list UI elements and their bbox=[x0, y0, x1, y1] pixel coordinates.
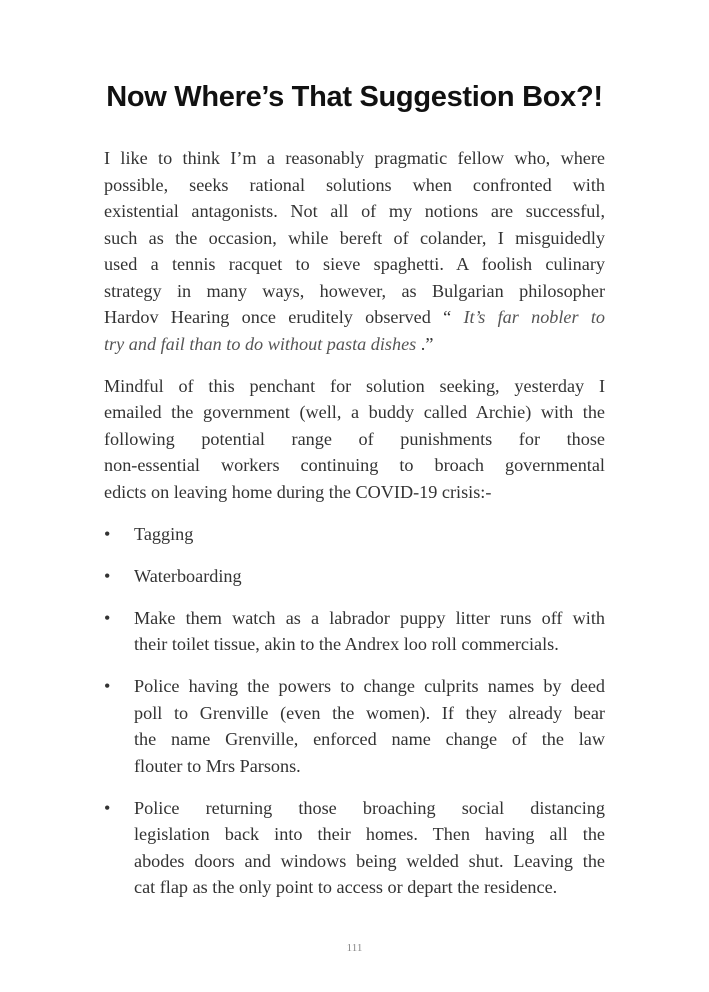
bullet-icon: • bbox=[104, 676, 111, 696]
text-segment: Police returning those broaching social distancing bbox=[134, 797, 605, 818]
bullet-icon: • bbox=[104, 797, 111, 818]
text-line bbox=[134, 874, 605, 901]
text-line bbox=[134, 795, 605, 822]
text-segment: their toilet tissue, akin to the Andrex loo roll commercials. bbox=[134, 634, 559, 654]
bullet-item bbox=[104, 563, 605, 590]
text-segment: abodes doors and windows being welded shut. Leaving the bbox=[134, 850, 605, 871]
text-segment: non-essential workers continuing to broach governmental bbox=[104, 455, 605, 475]
text-line bbox=[104, 172, 605, 199]
text-line bbox=[104, 278, 605, 305]
text-line bbox=[104, 452, 605, 479]
bullet-icon: • bbox=[104, 607, 111, 628]
text-segment: flouter to Mrs Parsons. bbox=[134, 755, 301, 776]
body-text bbox=[104, 145, 605, 916]
text-segment: legislation back into their homes. Then having all the bbox=[134, 824, 605, 844]
text-segment: Police having the powers to change culprits names by deed bbox=[134, 676, 605, 696]
page-title: Now Where’s That Suggestion Box?! bbox=[106, 81, 603, 113]
text-line bbox=[104, 145, 605, 172]
text-line bbox=[104, 373, 605, 400]
text-line bbox=[104, 251, 605, 278]
text-line bbox=[134, 521, 605, 548]
text-segment: Tagging bbox=[134, 523, 194, 544]
italic-quote: try and fail than to do without pasta dishes bbox=[104, 333, 417, 354]
text-line bbox=[104, 426, 605, 453]
text-segment: Waterboarding bbox=[134, 565, 242, 586]
text-line bbox=[134, 726, 605, 753]
text-line bbox=[134, 563, 605, 590]
text-segment: Mindful of this penchant for solution seeking, yesterday I bbox=[104, 375, 605, 396]
text-line bbox=[104, 198, 605, 225]
text-segment: I like to think I’m a reasonably pragmatic fellow who, where bbox=[104, 148, 605, 168]
text-segment: Make them watch as a labrador puppy litter runs off with bbox=[134, 607, 605, 628]
text-segment: emailed the government (well, a buddy called Archie) with the bbox=[104, 402, 605, 422]
text-line bbox=[104, 225, 605, 252]
text-segment: edicts on leaving home during the COVID-19 crisis:- bbox=[104, 481, 492, 502]
text-line bbox=[134, 700, 605, 727]
bullet-icon: • bbox=[104, 565, 111, 586]
text-line bbox=[104, 331, 605, 358]
page-number: 111 bbox=[346, 942, 363, 954]
text-segment: cat flap as the only point to access or depart the residence. bbox=[134, 877, 558, 897]
text-line bbox=[104, 479, 605, 506]
paragraph bbox=[104, 373, 605, 506]
text-line bbox=[134, 848, 605, 875]
bullet-item bbox=[104, 795, 605, 901]
bullet-item bbox=[104, 673, 605, 779]
text-segment: strategy in many ways, however, as Bulgarian philosopher bbox=[104, 280, 605, 301]
text-line bbox=[104, 304, 605, 331]
bullet-item bbox=[104, 521, 605, 548]
text-segment: the name Grenville, enforced name change of the law bbox=[134, 729, 605, 749]
text-segment: existential antagonists. Not all of my notions are successful, bbox=[104, 201, 605, 221]
text-line bbox=[134, 605, 605, 632]
text-segment: used a tennis racquet to sieve spaghetti. A foolish culinary bbox=[104, 254, 605, 274]
bullet-item bbox=[104, 605, 605, 658]
text-line bbox=[134, 821, 605, 848]
italic-quote: It’s far nobler to bbox=[463, 307, 605, 327]
bullet-icon: • bbox=[104, 523, 111, 544]
text-line bbox=[134, 753, 605, 780]
paragraph bbox=[104, 145, 605, 357]
text-segment: possible, seeks rational solutions when confronted with bbox=[104, 174, 605, 195]
text-line bbox=[134, 673, 605, 700]
text-line bbox=[134, 631, 605, 658]
text-segment: poll to Grenville (even the women). If they already bear bbox=[134, 702, 605, 723]
text-segment: following potential range of punishments for those bbox=[104, 428, 605, 449]
text-segment: such as the occasion, while bereft of colander, I misguidedly bbox=[104, 227, 605, 248]
text-line bbox=[104, 399, 605, 426]
text-segment: Hardov Hearing once eruditely observed “ bbox=[104, 307, 464, 327]
text-segment: .” bbox=[416, 333, 434, 354]
